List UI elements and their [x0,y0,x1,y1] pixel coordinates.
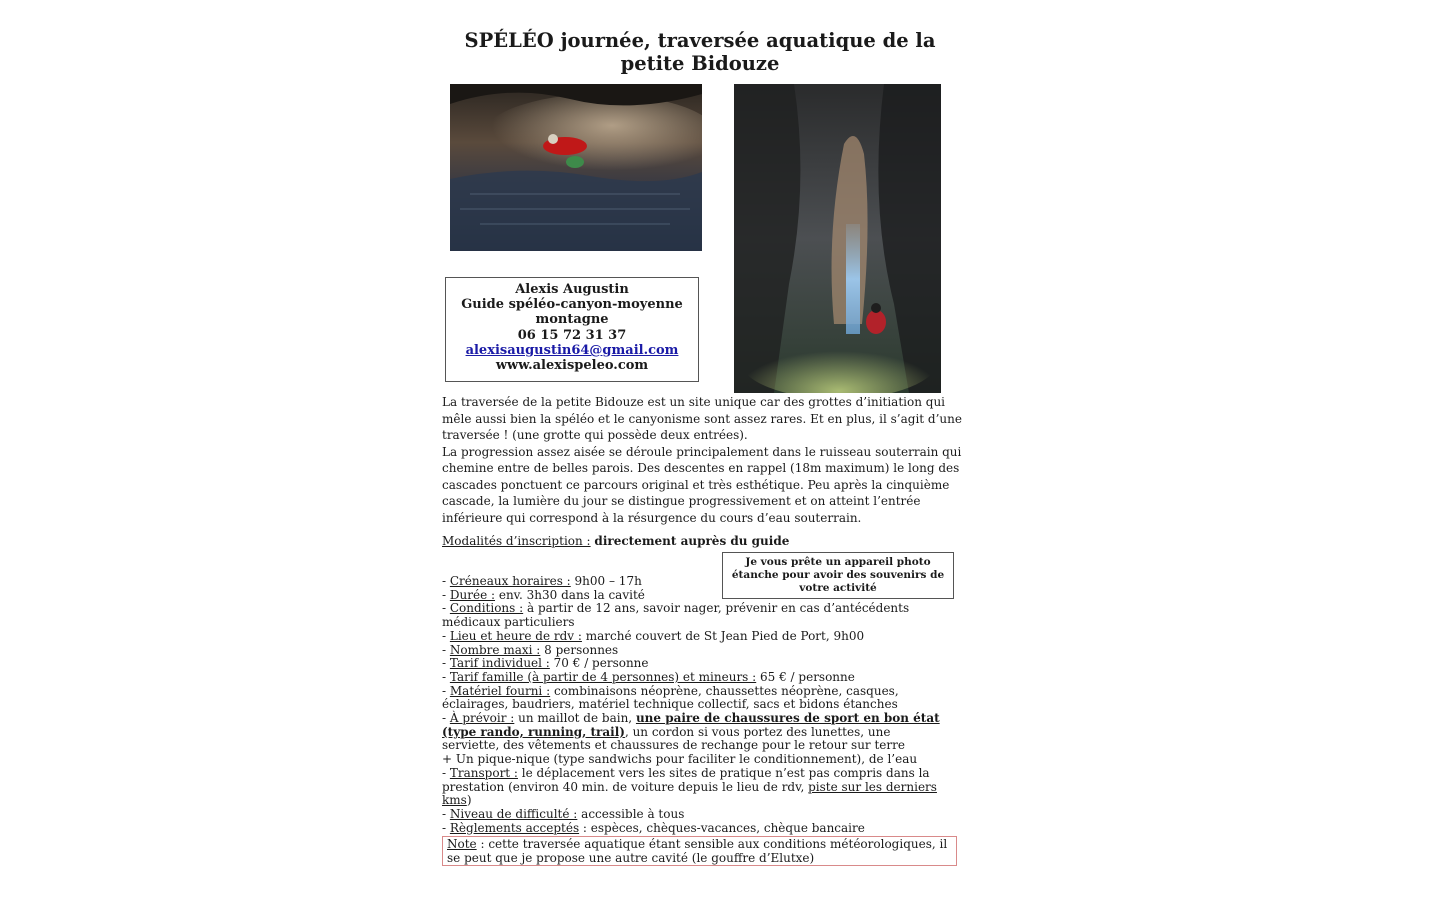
difficulte-label: Niveau de difficulté : [449,806,578,821]
materiel-label: Matériel fourni : [449,683,551,698]
weather-note-box [442,836,957,866]
list-item-tarif-individuel: - Tarif individuel : 70 € / personne [442,656,649,671]
list-item-nombre: - Nombre maxi : 8 personnes [442,642,619,657]
transport-label: Transport : [449,765,518,780]
camera-loan-box: Je vous prête un appareil photo étanche pour avoir des souvenirs de votre activité [722,552,954,599]
duree-value: env. 3h30 dans la cavité [495,587,645,602]
guide-phone: 06 15 72 31 37 [517,327,627,343]
note-label: Note [447,837,477,851]
prevoir-shoes: une paire de chaussures de sport en bon état (type rando, running, trail) [442,711,940,739]
guide-role: Guide spéléo-canyon-moyenne montagne [461,297,683,328]
lieu-label: Lieu et heure de rdv : [449,628,582,643]
page-title: SPÉLÉO journée, traversée aquatique de la petite Bidouze [464,29,936,75]
registration-value: directement auprès du guide [594,534,790,548]
list-item-lieu: - Lieu et heure de rdv : marché couvert de St Jean Pied de Port, 9h00 [442,628,865,643]
conditions-label: Conditions : [449,601,524,616]
guide-email-link[interactable]: alexisaugustin64@gmail.com [465,342,679,358]
registration-line [442,533,962,549]
guide-name: Alexis Augustin [515,282,629,297]
tarif-individuel-label: Tarif individuel : [449,656,550,671]
transport-after: ) [466,793,472,808]
tarif-individuel-value: 70 € / personne [549,656,649,671]
transport-piste: piste sur les derniers kms [442,779,937,808]
lieu-value: marché couvert de St Jean Pied de Port, 9h00 [581,628,865,643]
list-item-reglements: - Règlements acceptés : espèces, chèques-vacances, chèque bancaire [442,820,865,835]
nombre-value: 8 personnes [540,642,619,657]
tarif-famille-value: 65 € / personne [756,669,855,684]
duree-label: Durée : [449,587,496,602]
reglements-value: : espèces, chèques-vacances, chèque bancaire [579,820,865,835]
nombre-label: Nombre maxi : [449,642,541,657]
list-item-prevoir: - À prévoir : un maillot de bain, une paire de chaussures de sport en bon état (type rando, running, trail), un cordon si vous portez des lunettes, une serviette, des vêtements et chaussures de rechange pour le retour sur terre [442,711,940,753]
intro-paragraph-2: La progression assez aisée se déroule principalement dans le ruisseau souterrain qui chemine entre de belles parois. Des descentes en rappel (18m maximum) le long des cascades ponctuent ce parcours original et très esthétique. Peu après la cinquième cascade, la lumière du jour se distingue progressivement et on atteint l’entrée inférieure qui correspond à la résurgence du cours d’eau souterrain. [442,444,962,525]
difficulte-value: accessible à tous [577,806,685,821]
transport-before: le déplacement vers les sites de pratique n’est pas compris dans la prestation (environ 40 min. de voiture depuis le lieu de rdv, [442,765,930,794]
intro-text [442,394,962,526]
caver-in-water-photo [450,84,702,251]
list-item-piquenique: + Un pique-nique (type sandwichs pour faciliter le conditionnement), de l’eau [442,752,918,767]
list-item-duree: - Durée : env. 3h30 dans la cavité [442,587,645,602]
underground-waterfall-photo [734,84,941,393]
list-item-transport: - Transport : le déplacement vers les sites de pratique n’est pas compris dans la prestation (environ 40 min. de voiture depuis le lieu de rdv, piste sur les derniers kms) [442,765,937,808]
note-value: : cette traversée aquatique étant sensible aux conditions météorologiques, il se peut que je propose une autre cavité (le gouffre d’Elutxe) [447,837,948,865]
reglements-label: Règlements acceptés [449,820,580,835]
registration-label: Modalités d’inscription : [442,534,591,548]
list-item-conditions: - Conditions : à partir de 12 ans, savoir nager, prévenir en cas d’antécédents médicaux particuliers [442,601,910,630]
creneaux-label: Créneaux horaires : [449,574,571,588]
list-item-materiel: - Matériel fourni : combinaisons néoprène, chaussettes néoprène, casques, éclairages, baudriers, matériel technique collectif, sacs et bidons étanches [442,683,899,712]
list-item-tarif-famille: - Tarif famille (à partir de 4 personnes) et mineurs : 65 € / personne [442,669,855,684]
guide-website: www.alexispeleo.com [495,358,649,374]
materiel-value: combinaisons néoprène, chaussettes néoprène, casques, éclairages, baudriers, matériel technique collectif, sacs et bidons étanches [442,683,899,712]
guide-contact-box [445,277,699,382]
tarif-famille-label: Tarif famille (à partir de 4 personnes) et mineurs : [449,669,757,684]
intro-paragraph-1: La traversée de la petite Bidouze est un site unique car des grottes d’initiation qui mêle aussi bien la spéléo et le canyonisme sont assez rares. Et en plus, il s’agit d’une traversée ! (une grotte qui possède deux entrées). [442,395,962,442]
list-item-difficulte: - Niveau de difficulté : accessible à tous [442,806,685,821]
creneaux-value: 9h00 – 17h [570,574,642,588]
prevoir-before: un maillot de bain, [514,711,636,726]
conditions-value: à partir de 12 ans, savoir nager, prévenir en cas d’antécédents médicaux particuliers [442,601,910,630]
prevoir-label: À prévoir : [449,711,515,726]
list-item-creneaux: - Créneaux horaires : 9h00 – 17h [442,574,642,588]
prevoir-after: , un cordon si vous portez des lunettes, une serviette, des vêtements et chaussures de rechange pour le retour sur terre [442,724,905,753]
activity-details-list [442,575,947,835]
